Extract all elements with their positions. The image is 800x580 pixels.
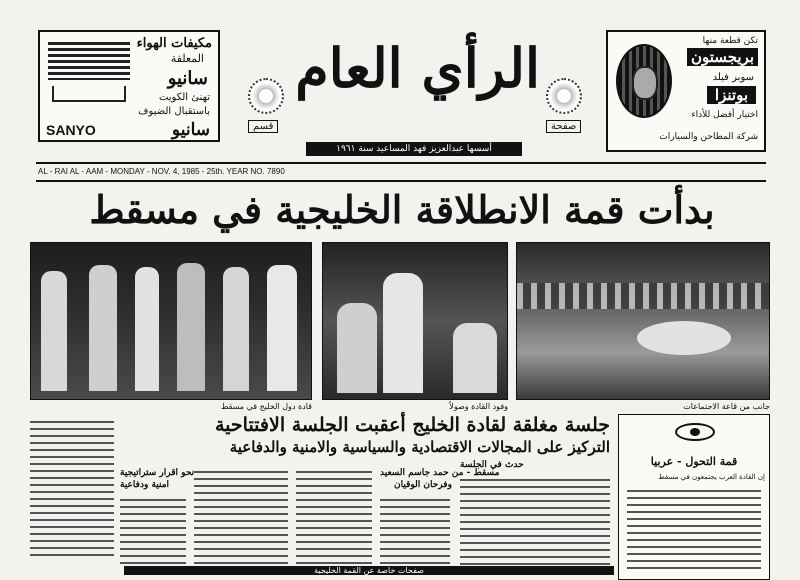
article-col-2 [194,466,288,566]
bridgestone-brand-ar: بريجستون [687,48,758,66]
caption-center: وفود القادة وصولاً [449,402,508,411]
eye-icon [675,423,715,441]
air-conditioner-icon [48,42,130,80]
sidebar-box [618,414,770,580]
label-left: قسم [248,120,278,133]
sanyo-line4: باستقبال الضيوف [138,106,210,117]
subheadline-1: جلسة مغلقة لقادة الخليج أعقبت الجلسة الافتتاحية [214,414,610,436]
photo-center [322,242,508,400]
main-headline: بدأت قمة الانطلاقة الخليجية في مسقط [89,187,715,232]
article-col-3 [296,466,372,566]
caption-right: جانب من قاعة الاجتماعات [683,402,770,411]
masthead-founder: أسسها عبدالعزيز فهد المساعيد سنة ١٩٦١ [306,142,522,156]
caption-left: قادة دول الخليج في مسقط [220,402,312,411]
air-conditioner-base-icon [52,86,126,102]
article-col-4 [380,494,450,566]
sidebar-text: إن القادة العرب يجتمعون في مسقط [658,473,765,481]
bridgestone-line3: اختيار أفضل للأداء [691,110,758,120]
sanyo-brand-ar: سانيو [167,68,208,89]
col-head-e: امنية ودفاعية [120,480,170,490]
dateline: AL - RAI AL - AAM - MONDAY - NOV. 4, 1985 - 25th. YEAR NO. 7890 [38,167,285,176]
sidebar-title: قمة التحول - عربيا [650,455,738,468]
bridgestone-top: تكن قطعة منها [702,36,758,46]
right-seal-icon [546,78,582,114]
bridgestone-ad [606,30,766,152]
left-seal-icon [248,78,284,114]
col-head-d: نحو اقرار ستراتيجية [120,468,195,478]
bridgestone-line2: سوبر فيلد [712,72,754,83]
col-head-b: وفرحان الوقيان [394,480,452,490]
tire-icon [616,44,672,118]
sanyo-line1: مكيفات الهواء [136,36,212,51]
sanyo-line3: تهنئ الكويت [158,92,210,103]
photo-right [516,242,770,400]
article-col-1 [120,494,186,566]
subheadline-2: التركيز على المجالات الاقتصادية والسياسية والامنية والدفاعية [229,438,610,456]
label-right: صفحة [546,120,581,133]
sanyo-ad [38,30,220,142]
sanyo-line2: المعلقة [170,52,204,65]
masthead-title: الرأي العام [295,36,540,100]
dateline-rule [36,180,766,182]
footer-strip: صفحات خاصة عن القمة الخليجية [124,566,614,575]
sanyo-brand-en: SANYO [46,122,96,138]
sanyo-footer-ar: سانيو [171,120,210,140]
sidebar-body [627,485,761,575]
bridgestone-footer: شركة المطاحن والسيارات [659,132,758,142]
photo-left [30,242,312,400]
article-col-5 [460,474,610,566]
article-columns [30,416,114,576]
col-head-c: حدث في الجلسة [460,460,524,470]
col-head-a: مسقط - من حمد جاسم السعيد [380,468,500,478]
bridgestone-model: بوتنزا [707,86,756,104]
top-rule [36,162,766,164]
